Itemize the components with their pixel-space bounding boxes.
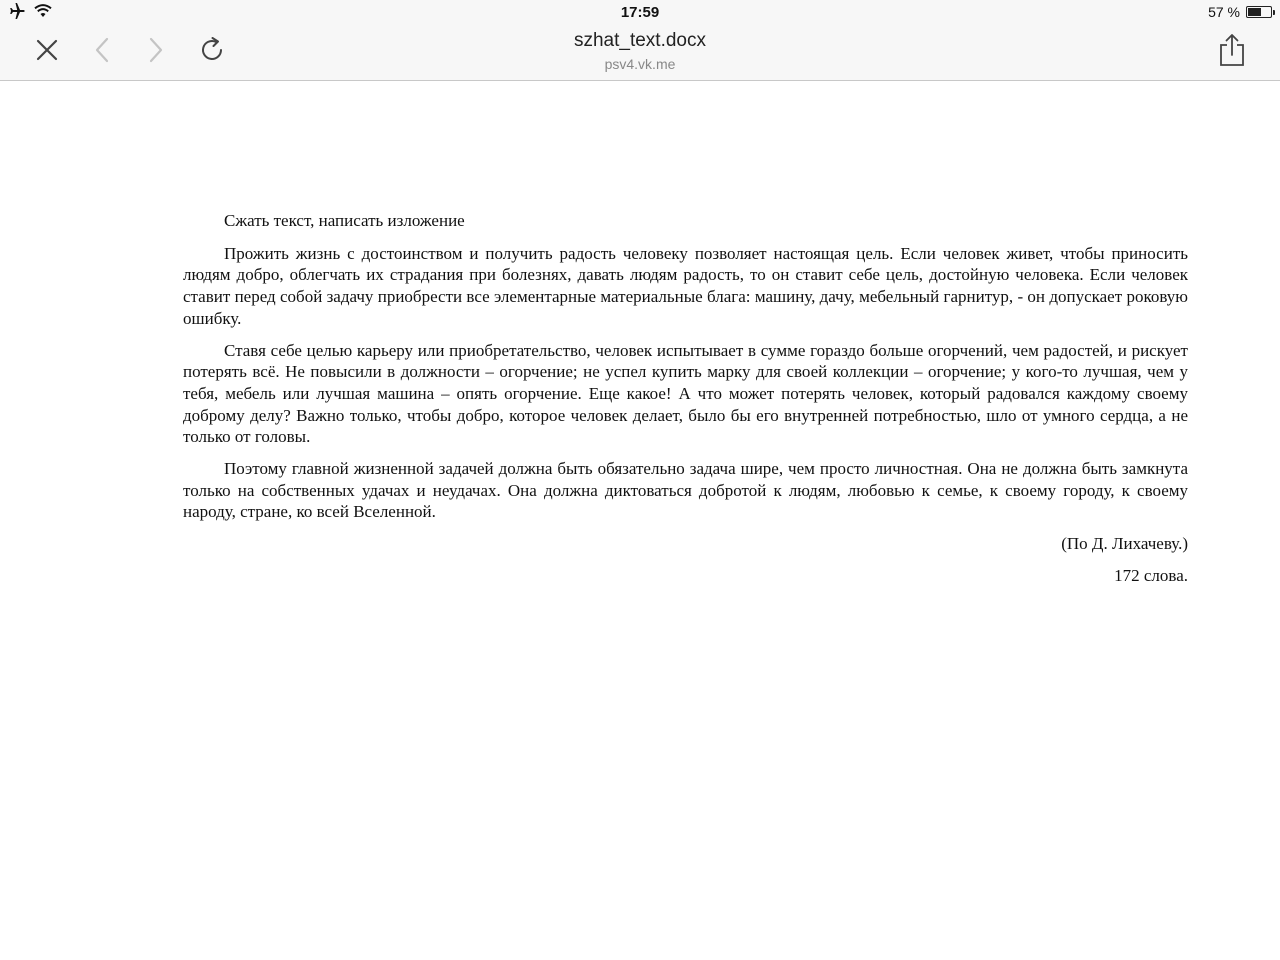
paragraph-3: Поэтому главной жизненной задачей должна быть обязательно задача шире, чем просто личностная. Она не должна быть замкнута только на собственных удачах и неудачах. Она должна диктоваться добротой к людям, любовью к семье, к своему городу, к своему народу, стране, ко всей Вселенной. (183, 459, 1188, 522)
status-right (1208, 4, 1272, 20)
status-time: 17:59 (620, 4, 660, 21)
battery-fill (1248, 8, 1261, 16)
attribution: (По Д. Лихачеву.) (1061, 534, 1188, 554)
word-count: 172 слова. (1114, 565, 1188, 585)
paragraph-2: Ставя себе целью карьеру или приобретательство, человек испытывает в сумме гораздо больше огорчений, чем радостей, и рискует потерять всё. Не повысили в должности – огорчение; не успел купить марку для своей коллекции – огорчение; у кого-то лучшая, чем у тебя, мебель или лучшая машина – опять огорчение. Еще какое! А что может потерять человек, который радовался каждому своему доброму делу? Важно только, чтобы добро, которое человек делает, было бы его внутренней потребностью, шло от умного сердца, а не только от головы. (183, 340, 1188, 447)
document-url: psv4.vk.me (604, 56, 676, 72)
navigation-bar (0, 26, 1280, 81)
document-body (183, 210, 1188, 597)
paragraph-1: Прожить жизнь с достоинством и получить радость человеку позволяет настоящая цель. Если человек живет, чтобы приносить людям добро, облегчать их страдания при болезнях, давать людям радость, то он ставит себе цель, достойную человека. Если человек ставит перед собой задачу приобрести все элементарные материальные блага: машину, дачу, мебельный гарнитур, - он допускает роковую ошибку. (183, 243, 1188, 328)
battery-percent: 57 % (1208, 4, 1240, 20)
battery-icon (1246, 6, 1272, 18)
battery-tip (1273, 10, 1275, 15)
document-heading: Сжать текст, написать изложение (224, 211, 465, 230)
share-icon (1218, 33, 1246, 72)
share-button[interactable] (1214, 34, 1250, 70)
document-title: szhat_text.docx (573, 30, 707, 51)
status-bar (0, 0, 1280, 26)
